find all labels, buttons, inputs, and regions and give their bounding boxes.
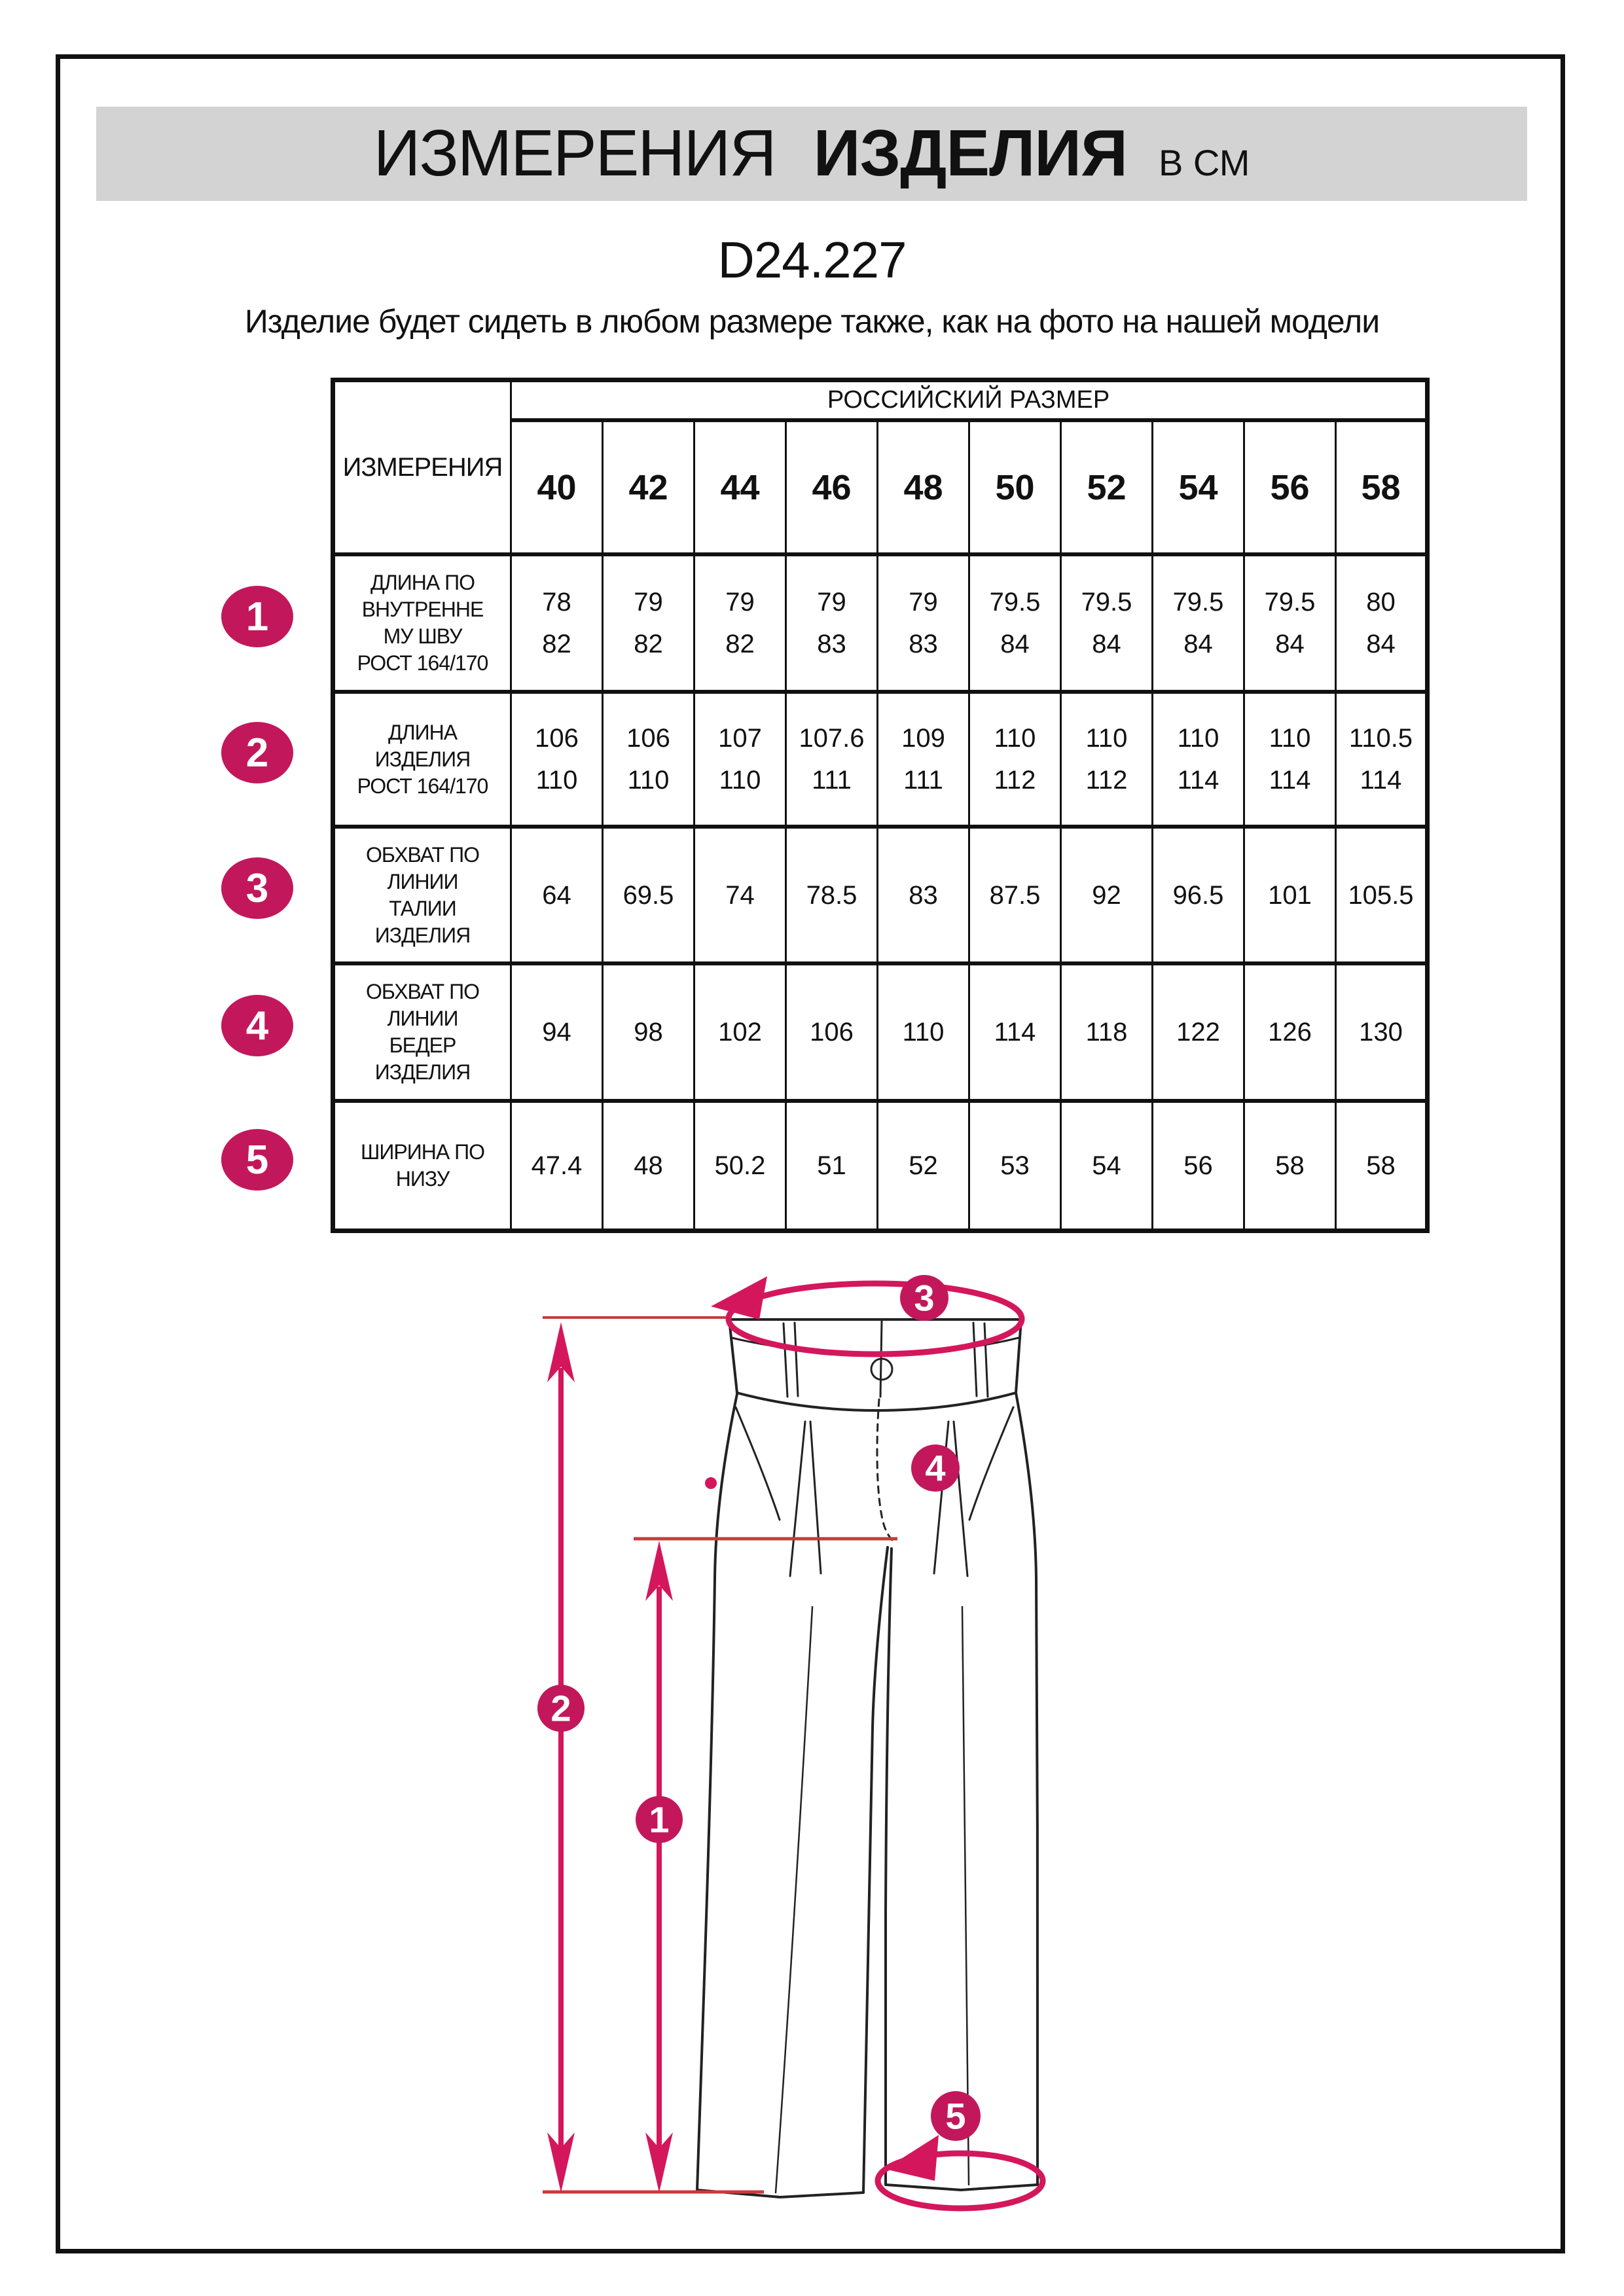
left-leg-outer-seam	[697, 1394, 737, 2190]
pocket-line-right	[969, 1407, 1013, 1520]
measurement-value-cell: 110 112	[1061, 692, 1153, 827]
measurement-value-cell: 80 84	[1336, 554, 1428, 692]
size-column-header: 50	[969, 420, 1061, 554]
diagram-badge-4-number: 4	[925, 1447, 946, 1489]
measurement-value-cell: 107.6 111	[786, 692, 878, 827]
product-code: D24.227	[717, 231, 907, 289]
measurement-value-cell: 114	[969, 963, 1061, 1101]
diagram-badge-2-number: 2	[550, 1687, 571, 1729]
size-column-header: 40	[511, 420, 603, 554]
size-column-header: 56	[1244, 420, 1336, 554]
left-leg-inner-seam	[863, 1547, 888, 2193]
size-column-header: 48	[878, 420, 969, 554]
measurement-value-cell: 94	[511, 963, 603, 1101]
measurement-value-cell: 52	[878, 1101, 969, 1230]
diagram-badge-3-number: 3	[914, 1277, 935, 1319]
measurement-value-cell: 69.5	[603, 827, 695, 963]
measurement-value-cell: 106	[786, 963, 878, 1101]
measurement-value-cell: 96.5	[1153, 827, 1244, 963]
measurements-column-header: ИЗМЕРЕНИЯ	[333, 380, 511, 555]
row-number-badge: 2	[221, 722, 293, 783]
measurement-value-cell: 118	[1061, 963, 1153, 1101]
table-row	[333, 1101, 1428, 1230]
diagram-badges	[537, 1275, 981, 2141]
table-row	[333, 963, 1428, 1101]
right-leg-inner-seam	[886, 1549, 892, 2185]
pants-outline	[697, 1319, 1038, 2197]
page-title-word-garment: ИЗДЕЛИЯ	[813, 117, 1127, 190]
measurement-value-cell: 106 110	[511, 692, 603, 827]
size-column-header: 52	[1061, 420, 1153, 554]
measurement-value-cell: 130	[1336, 963, 1428, 1101]
waist-ellipse-arrowhead-icon	[711, 1276, 767, 1319]
measurement-value-cell: 126	[1244, 963, 1336, 1101]
diagram-badge-1-number: 1	[649, 1799, 670, 1840]
size-group-header-row	[333, 380, 1428, 421]
page-title-word-measurements: ИЗМЕРЕНИЯ	[373, 117, 776, 190]
row-number-badge: 4	[221, 995, 293, 1056]
belt-loop-left	[784, 1323, 798, 1397]
table-row	[333, 554, 1428, 692]
measurement-value-cell: 98	[603, 963, 695, 1101]
measurement-value-cell: 74	[695, 827, 786, 963]
pleats-right	[934, 1422, 967, 1576]
measurement-value-cell: 110 114	[1244, 692, 1336, 827]
size-column-header: 42	[603, 420, 695, 554]
measurement-value-cell: 110.5 114	[1336, 692, 1428, 827]
row-number-badge: 5	[221, 1129, 293, 1191]
measurement-value-cell: 102	[695, 963, 786, 1101]
measurement-label: ОБХВАТ ПО ЛИНИИ БЕДЕР ИЗДЕЛИЯ	[333, 963, 511, 1101]
measurement-value-cell: 79 82	[695, 554, 786, 692]
measurement-value-cell: 110 112	[969, 692, 1061, 827]
right-leg-hem	[886, 2185, 1038, 2190]
size-column-header: 44	[695, 420, 786, 554]
measurement-value-cell: 107 110	[695, 692, 786, 827]
measurement-value-cell: 109 111	[878, 692, 969, 827]
measurement-value-cell: 92	[1061, 827, 1153, 963]
diagram-badge-5-number: 5	[945, 2095, 966, 2137]
measurement-value-cell: 122	[1153, 963, 1244, 1101]
measurement-value-cell: 87.5	[969, 827, 1061, 963]
measurement-value-cell: 79 83	[786, 554, 878, 692]
measurement-value-cell: 54	[1061, 1101, 1153, 1230]
measurement-label: ДЛИНА ПО ВНУТРЕННЕ МУ ШВУ РОСТ 164/170	[333, 554, 511, 692]
size-table	[331, 378, 1430, 1233]
page-title-unit: В СМ	[1159, 142, 1250, 183]
table-row	[333, 692, 1428, 827]
side-seam-marker-dot	[705, 1477, 717, 1489]
measurement-value-cell: 79 82	[603, 554, 695, 692]
measurement-value-cell: 79.5 84	[1244, 554, 1336, 692]
measurement-value-cell: 56	[1153, 1101, 1244, 1230]
measurement-value-cell: 64	[511, 827, 603, 963]
waistband-bottom	[737, 1393, 1016, 1410]
hem-ellipse-arrowhead-icon	[885, 2135, 939, 2181]
belt-loop-right	[973, 1323, 988, 1397]
fly-stitch-dashed	[877, 1399, 895, 1543]
right-leg-outer-seam	[1016, 1393, 1038, 2185]
row-number-badge: 3	[221, 857, 293, 919]
measurement-value-cell: 79.5 84	[1061, 554, 1153, 692]
measurement-value-cell: 79.5 84	[969, 554, 1061, 692]
measurement-value-cell: 106 110	[603, 692, 695, 827]
measurement-value-cell: 53	[969, 1101, 1061, 1230]
measurement-value-cell: 83	[878, 827, 969, 963]
size-column-header: 58	[1336, 420, 1428, 554]
measurement-value-cell: 51	[786, 1101, 878, 1230]
fit-note: Изделие будет сидеть в любом размере также, как на фото на нашей модели	[244, 303, 1380, 340]
russian-size-group-header: РОССИЙСКИЙ РАЗМЕР	[511, 380, 1428, 421]
measurement-label: ШИРИНА ПО НИЗУ	[333, 1101, 511, 1230]
measurement-value-cell: 78 82	[511, 554, 603, 692]
measurement-value-cell: 58	[1244, 1101, 1336, 1230]
measurement-value-cell: 101	[1244, 827, 1336, 963]
table-row	[333, 827, 1428, 963]
header-band	[96, 107, 1527, 201]
measurement-value-cell: 110 114	[1153, 692, 1244, 827]
measurement-value-cell: 79.5 84	[1153, 554, 1244, 692]
pocket-line-left	[736, 1407, 780, 1520]
left-leg-crease	[776, 1607, 812, 2193]
row-number-badge: 1	[221, 586, 293, 647]
size-column-header: 54	[1153, 420, 1244, 554]
measurement-value-cell: 47.4	[511, 1101, 603, 1230]
measurement-label: ДЛИНА ИЗДЕЛИЯ РОСТ 164/170	[333, 692, 511, 827]
measurement-value-cell: 79 83	[878, 554, 969, 692]
measurement-value-cell: 110	[878, 963, 969, 1101]
measurement-value-cell: 50.2	[695, 1101, 786, 1230]
pants-technical-drawing	[458, 1244, 1506, 2291]
size-column-header: 46	[786, 420, 878, 554]
pleats-left	[790, 1422, 821, 1576]
measurement-value-cell: 78.5	[786, 827, 878, 963]
measurement-label: ОБХВАТ ПО ЛИНИИ ТАЛИИ ИЗДЕЛИЯ	[333, 827, 511, 963]
measurement-value-cell: 105.5	[1336, 827, 1428, 963]
measurement-value-cell: 48	[603, 1101, 695, 1230]
measurement-value-cell: 58	[1336, 1101, 1428, 1230]
